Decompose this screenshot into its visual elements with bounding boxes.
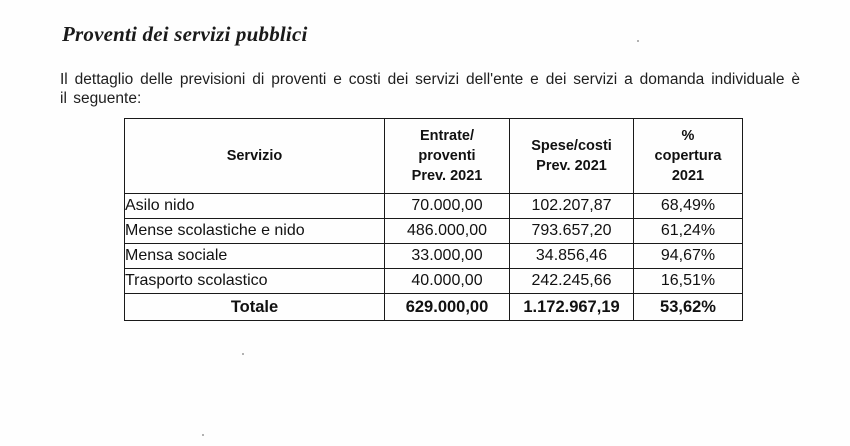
table-row	[125, 219, 743, 244]
cell-spese: 34.856,46	[510, 244, 634, 269]
total-entrate: 629.000,00	[385, 294, 510, 321]
table-row	[125, 194, 743, 219]
table-row	[125, 269, 743, 294]
total-row	[125, 294, 743, 321]
cell-servizio: Mensa sociale	[125, 244, 385, 269]
cell-spese: 242.245,66	[510, 269, 634, 294]
table-row	[125, 244, 743, 269]
total-label: Totale	[125, 294, 385, 321]
cell-copertura: 68,49%	[634, 194, 743, 219]
cell-spese: 793.657,20	[510, 219, 634, 244]
services-table	[124, 118, 743, 321]
table-header-row	[125, 119, 743, 194]
header-entrate: Entrate/ proventi Prev. 2021	[385, 119, 510, 194]
cell-copertura: 61,24%	[634, 219, 743, 244]
scan-speck	[202, 434, 204, 436]
section-heading: Proventi dei servizi pubblici	[62, 22, 308, 46]
cell-copertura: 94,67%	[634, 244, 743, 269]
total-copertura: 53,62%	[634, 294, 743, 321]
cell-entrate: 33.000,00	[385, 244, 510, 269]
header-copertura: % copertura 2021	[634, 119, 743, 194]
header-servizio: Servizio	[125, 119, 385, 194]
cell-servizio: Mense scolastiche e nido	[125, 219, 385, 244]
total-spese: 1.172.967,19	[510, 294, 634, 321]
scan-speck	[242, 353, 244, 355]
cell-entrate: 40.000,00	[385, 269, 510, 294]
scan-speck	[637, 40, 639, 42]
intro-paragraph: Il dettaglio delle previsioni di proventi e costi dei servizi dell'ente e dei servizi a domanda individuale è il seguente:	[60, 71, 800, 107]
cell-servizio: Asilo nido	[125, 194, 385, 219]
header-spese: Spese/costi Prev. 2021	[510, 119, 634, 194]
cell-entrate: 486.000,00	[385, 219, 510, 244]
cell-copertura: 16,51%	[634, 269, 743, 294]
cell-servizio: Trasporto scolastico	[125, 269, 385, 294]
cell-entrate: 70.000,00	[385, 194, 510, 219]
cell-spese: 102.207,87	[510, 194, 634, 219]
